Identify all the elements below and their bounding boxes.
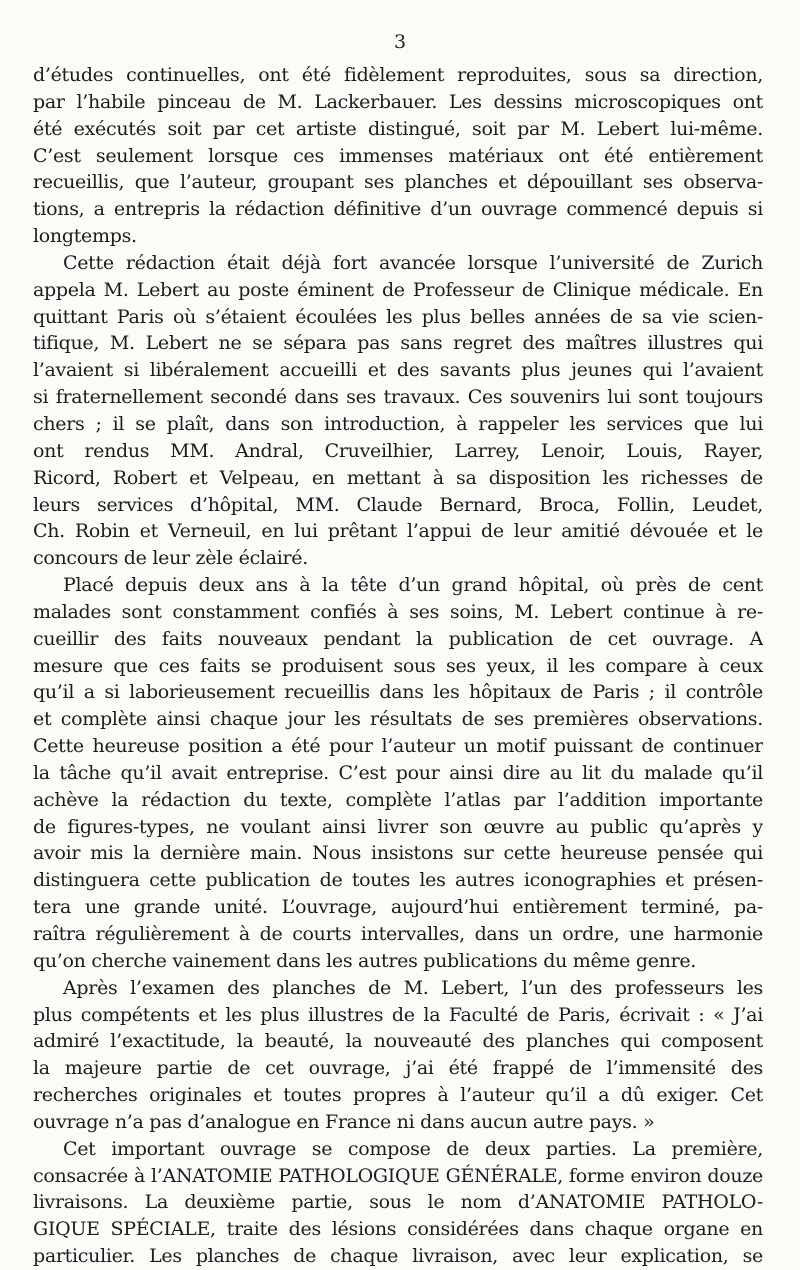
text-line: et complète ainsi chaque jour les résultats de ses premières observations. xyxy=(33,708,763,731)
text-line: malades sont constamment confiés à ses soins, M. Lebert continue à re- xyxy=(33,600,763,623)
text-line: Cette heureuse position a été pour l’auteur un motif puissant de continuer xyxy=(33,735,763,758)
text-line: C’est seulement lorsque ces immenses matériaux ont été entièrement xyxy=(33,144,763,167)
text-line: distinguera cette publication de toutes les autres iconographies et présen- xyxy=(33,869,763,892)
page-number: 3 xyxy=(393,31,407,53)
text-line: qu’on cherche vainement dans les autres publications du même genre. xyxy=(33,949,697,972)
text-line: tifique, M. Lebert ne se sépara pas sans regret des maîtres illustres qui xyxy=(33,332,763,355)
text-line: qu’il a si laborieusement recueillis dans les hôpitaux de Paris ; il contrôle xyxy=(33,681,763,704)
text-line: recherches originales et toutes propres à l’auteur qu’il a dû exiger. Cet xyxy=(33,1084,763,1107)
text-line: l’avaient si libéralement accueilli et des savants plus jeunes qui l’avaient xyxy=(33,359,763,382)
text-line: leurs services d’hôpital, MM. Claude Bernard, Broca, Follin, Leudet, xyxy=(33,493,763,516)
text-line: Ch. Robin et Verneuil, en lui prêtant l’appui de leur amitié dévouée et le xyxy=(33,520,763,543)
text-line: longtemps. xyxy=(33,225,137,248)
text-line: Cette rédaction était déjà fort avancée lorsque l’université de Zurich xyxy=(63,251,763,274)
text-line: la tâche qu’il avait entreprise. C’est pour ainsi dire au lit du malade qu’il xyxy=(33,761,763,784)
text-line: de figures-types, ne voulant ainsi livrer son œuvre au public qu’après y xyxy=(33,815,763,838)
text-line: GIQUE SPÉCIALE, traite des lésions considérées dans chaque organe en xyxy=(33,1218,763,1241)
body-text xyxy=(33,62,763,1270)
text-line: admiré l’exactitude, la beauté, la nouveauté des planches qui composent xyxy=(33,1030,763,1053)
text-line: appela M. Lebert au poste éminent de Professeur de Clinique médicale. En xyxy=(33,278,763,301)
text-line: Placé depuis deux ans à la tête d’un grand hôpital, où près de cent xyxy=(63,574,763,597)
text-line: été exécutés soit par cet artiste distingué, soit par M. Lebert lui-même. xyxy=(33,117,763,140)
text-line: livraisons. La deuxième partie, sous le nom d’ANATOMIE PATHOLO- xyxy=(33,1191,763,1214)
text-line: par l’habile pinceau de M. Lackerbauer. Les dessins microscopiques ont xyxy=(33,90,763,113)
text-line: si fraternellement secondé dans ses travaux. Ces souvenirs lui sont toujours xyxy=(33,386,763,409)
text-line: Ricord, Robert et Velpeau, en mettant à sa disposition les richesses de xyxy=(33,466,763,489)
text-line: chers ; il se plaît, dans son introduction, à rappeler les services que lui xyxy=(33,412,763,435)
text-line: d’études continuelles, ont été fidèlement reproduites, sous sa direction, xyxy=(33,64,763,86)
text-line: concours de leur zèle éclairé. xyxy=(33,547,308,570)
text-line: la majeure partie de cet ouvrage, j’ai été frappé de l’immensité des xyxy=(33,1057,763,1080)
paragraph xyxy=(33,572,763,975)
text-line: ouvrage n’a pas d’analogue en France ni dans aucun autre pays. » xyxy=(33,1110,655,1133)
text-line: tera une grande unité. L’ouvrage, aujourd’hui entièrement terminé, pa- xyxy=(33,896,763,919)
text-line: plus compétents et les plus illustres de la Faculté de Paris, écrivait : « J’ai xyxy=(33,1003,763,1026)
text-line: cueillir des faits nouveaux pendant la publication de cet ouvrage. A xyxy=(33,627,763,650)
text-line: avoir mis la dernière main. Nous insistons sur cette heureuse pensée qui xyxy=(33,842,763,865)
text-line: recueillis, que l’auteur, groupant ses planches et dépouillant ses observa- xyxy=(33,171,763,194)
text-line: consacrée à l’ANATOMIE PATHOLOGIQUE GÉNÉRALE, forme environ douze xyxy=(33,1164,763,1187)
text-line: Après l’examen des planches de M. Lebert, l’un des professeurs les xyxy=(63,976,763,999)
paragraph xyxy=(33,1136,763,1270)
paragraph xyxy=(33,62,763,250)
text-line: particulier. Les planches de chaque livraison, avec leur explication, se xyxy=(33,1245,763,1268)
text-line: achève la rédaction du texte, complète l’atlas par l’addition importante xyxy=(33,788,763,811)
text-line: tions, a entrepris la rédaction définitive d’un ouvrage commencé depuis si xyxy=(33,198,763,221)
text-line: ont rendus MM. Andral, Cruveilhier, Larrey, Lenoir, Louis, Rayer, xyxy=(33,439,763,462)
text-line: mesure que ces faits se produisent sous ses yeux, il les compare à ceux xyxy=(33,654,763,677)
text-line: raîtra régulièrement à de courts intervalles, dans un ordre, une harmonie xyxy=(33,923,763,945)
text-line: quittant Paris où s’étaient écoulées les plus belles années de sa vie scien- xyxy=(33,305,763,328)
paragraph xyxy=(33,975,763,1136)
text-line: Cet important ouvrage se compose de deux parties. La première, xyxy=(63,1137,763,1160)
paragraph xyxy=(33,250,763,572)
